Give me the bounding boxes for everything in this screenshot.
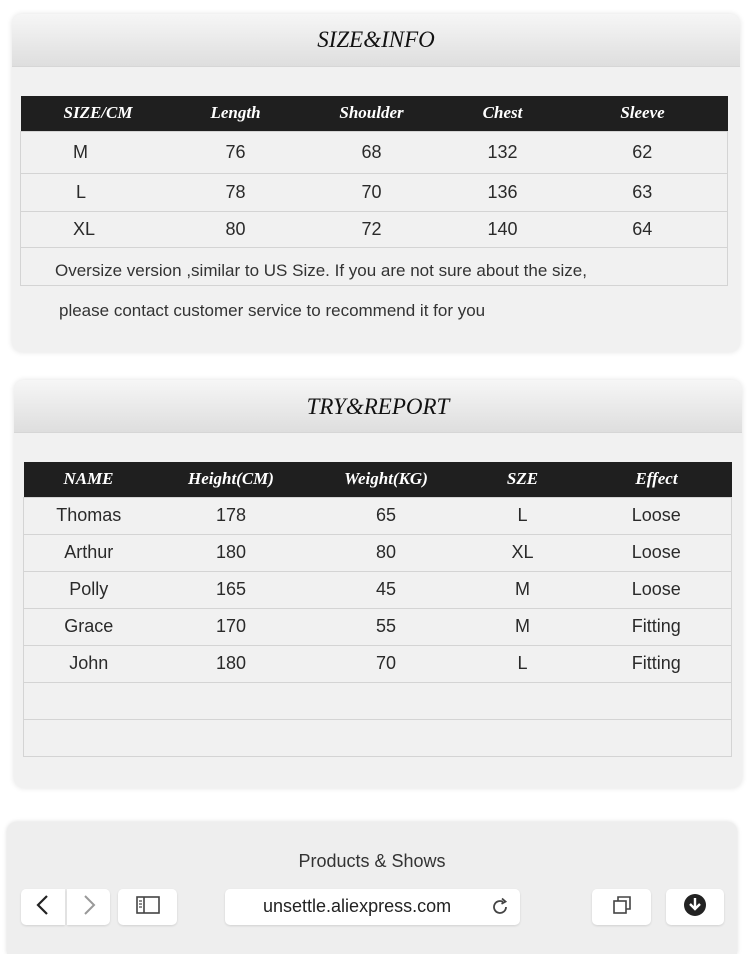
table-row xyxy=(24,719,732,756)
size-info-header xyxy=(12,14,740,67)
table-cell: 136 xyxy=(448,173,558,211)
table-cell: Fitting xyxy=(582,645,732,682)
table-cell: 132 xyxy=(448,131,558,173)
size-header-cell: SIZE/CM xyxy=(21,96,176,131)
forward-button[interactable] xyxy=(67,889,110,925)
table-row xyxy=(21,173,728,211)
table-cell xyxy=(582,719,732,756)
table-cell: 68 xyxy=(296,131,448,173)
table-cell: Arthur xyxy=(24,534,154,571)
size-header-cell: Chest xyxy=(448,96,558,131)
try-report-table xyxy=(23,462,732,757)
table-cell xyxy=(24,682,154,719)
try-header-cell: Weight(KG) xyxy=(309,462,464,497)
table-cell: Fitting xyxy=(582,608,732,645)
table-cell xyxy=(24,719,154,756)
table-row xyxy=(24,682,732,719)
table-cell: 70 xyxy=(309,645,464,682)
table-row xyxy=(21,211,728,247)
back-button[interactable] xyxy=(21,889,65,925)
table-cell: 45 xyxy=(309,571,464,608)
table-cell xyxy=(464,682,582,719)
table-cell: 63 xyxy=(558,173,728,211)
table-row xyxy=(24,534,732,571)
table-cell xyxy=(154,719,309,756)
download-icon xyxy=(683,893,707,922)
table-row xyxy=(21,131,728,173)
table-cell xyxy=(582,682,732,719)
table-row xyxy=(24,497,732,534)
table-cell: 64 xyxy=(558,211,728,247)
size-table-header-row xyxy=(21,96,728,131)
table-cell: 72 xyxy=(296,211,448,247)
tabs-icon xyxy=(612,895,632,920)
table-row xyxy=(24,645,732,682)
table-cell: 70 xyxy=(296,173,448,211)
size-header-cell: Length xyxy=(176,96,296,131)
table-cell: XL xyxy=(21,211,176,247)
try-header-cell: Height(CM) xyxy=(154,462,309,497)
table-cell: 55 xyxy=(309,608,464,645)
reload-icon[interactable] xyxy=(490,897,510,922)
table-cell: John xyxy=(24,645,154,682)
size-note-line2: please contact customer service to recommend it for you xyxy=(59,301,486,320)
table-cell: 62 xyxy=(558,131,728,173)
download-button[interactable] xyxy=(666,889,724,925)
table-cell xyxy=(154,682,309,719)
table-cell: 76 xyxy=(176,131,296,173)
table-cell: L xyxy=(464,645,582,682)
try-header-cell: Effect xyxy=(582,462,732,497)
table-cell: 65 xyxy=(309,497,464,534)
url-text: unsettle.aliexpress.com xyxy=(263,896,452,916)
table-cell: 178 xyxy=(154,497,309,534)
chevron-right-icon xyxy=(81,894,97,921)
table-cell xyxy=(464,719,582,756)
table-cell xyxy=(309,682,464,719)
try-header-cell: NAME xyxy=(24,462,154,497)
table-cell: 180 xyxy=(154,534,309,571)
tabs-button[interactable] xyxy=(592,889,651,925)
size-info-title: SIZE&INFO xyxy=(317,27,435,52)
table-cell: M xyxy=(464,608,582,645)
table-row xyxy=(24,571,732,608)
table-cell: 78 xyxy=(176,173,296,211)
sidebar-icon xyxy=(136,896,160,919)
sidebar-button[interactable] xyxy=(118,889,177,925)
browser-page-title: Products & Shows xyxy=(298,851,446,871)
table-cell: 170 xyxy=(154,608,309,645)
try-table-header-row xyxy=(24,462,732,497)
try-report-header xyxy=(14,380,742,433)
try-header-cell: SZE xyxy=(464,462,582,497)
table-cell: Grace xyxy=(24,608,154,645)
browser-chrome xyxy=(7,822,737,954)
table-cell: L xyxy=(464,497,582,534)
table-cell: Polly xyxy=(24,571,154,608)
table-cell: Loose xyxy=(582,571,732,608)
table-cell: 80 xyxy=(309,534,464,571)
chevron-left-icon xyxy=(35,894,51,921)
table-cell: Loose xyxy=(582,497,732,534)
try-report-title: TRY&REPORT xyxy=(306,394,450,419)
table-cell: M xyxy=(21,131,176,173)
table-cell: Thomas xyxy=(24,497,154,534)
size-header-cell: Shoulder xyxy=(296,96,448,131)
table-cell: 140 xyxy=(448,211,558,247)
size-table xyxy=(20,96,728,286)
table-row xyxy=(24,608,732,645)
size-note-line1: Oversize version ,similar to US Size. If you are not sure about the size, xyxy=(55,261,587,280)
address-bar[interactable] xyxy=(225,889,520,925)
table-cell: 165 xyxy=(154,571,309,608)
table-cell: XL xyxy=(464,534,582,571)
size-header-cell: Sleeve xyxy=(558,96,728,131)
table-cell: 180 xyxy=(154,645,309,682)
table-cell: Loose xyxy=(582,534,732,571)
table-cell: M xyxy=(464,571,582,608)
table-cell xyxy=(309,719,464,756)
table-cell: 80 xyxy=(176,211,296,247)
table-cell: L xyxy=(21,173,176,211)
